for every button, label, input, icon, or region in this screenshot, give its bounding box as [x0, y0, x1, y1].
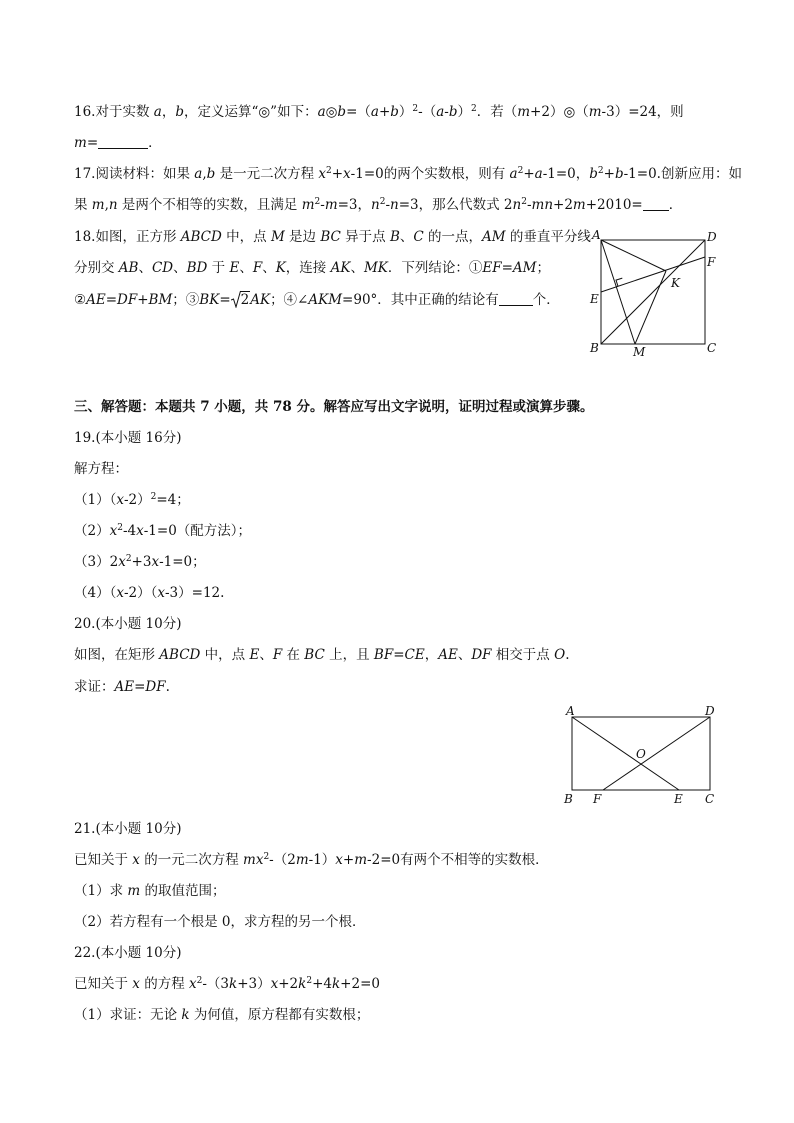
segment-df: [603, 717, 710, 790]
q18-line-3: ②AE=DF+BM；③BK= 2AK；④∠AKM=90°．其中正确的结论有 个．: [74, 292, 560, 308]
label-o: O: [636, 747, 646, 761]
q19-heading: 19.(本小题 16分): [74, 430, 182, 446]
label-a: A: [566, 704, 575, 718]
q21-part-2: （2）若方程有一个根是 0，求方程的另一个根．: [74, 914, 366, 930]
label-m: M: [633, 345, 646, 359]
q18-line-2: 分别交 AB、CD、BD 于 E、F、K，连接 AK、MK．下列结论：①EF=AM；: [74, 260, 550, 276]
label-a: A: [592, 228, 601, 242]
label-f: F: [593, 792, 602, 806]
q20-heading: 20.(本小题 10分): [74, 616, 182, 632]
square-figure-q18: [586, 226, 722, 362]
section-3-heading: 三、解答题：本题共 7 小题，共 78 分。解答应写出文字说明，证明过程或演算步骤。: [74, 399, 594, 415]
q17-line-2: 果 m,n 是两个不相等的实数，且满足 $m^2-m=3$，$n^2-n=3$，那么代数式 $2n^2-mn+2m+2010=$ ．: [74, 197, 683, 213]
label-f: F: [707, 255, 716, 269]
answer-blank: [98, 136, 148, 149]
label-c: C: [705, 792, 715, 806]
label-d: D: [707, 230, 717, 244]
q20-line-2: 求证：AE=DF.: [74, 679, 170, 695]
q16-line-1: 16.对于实数 a，b，定义运算“◎”如下：$a◎b=(a+b)^2-(a-b)^2$．若（m+2）◎（m-3）=24，则: [74, 104, 684, 120]
q22-part-1: （1）求证：无论 k 为何值，原方程都有实数根；: [74, 1007, 370, 1023]
q19-part-2: $(2)x^2-4x-1=0$（配方法）；: [74, 523, 252, 539]
label-b: B: [564, 792, 573, 806]
answer-blank: [643, 198, 669, 211]
q22-heading: 22.(本小题 10分): [74, 945, 182, 961]
segment-ef: [601, 257, 705, 292]
answer-blank: [499, 293, 533, 306]
label-b: B: [590, 341, 599, 355]
label-c: C: [707, 341, 717, 355]
q19-part-4: （4）（x-2）（x-3）=12.: [74, 585, 225, 601]
diagonal-bd: [601, 240, 705, 344]
q17-line-1: 17.阅读材料：如果 a,b 是一元二次方程 $x^2+x-1=0$的两个实数根，则有 $a^2+a-1=0$，$b^2+b-1=0$.创新应用：如: [74, 166, 742, 182]
label-k: K: [671, 276, 680, 290]
segment-am: [601, 240, 635, 344]
label-e: E: [590, 292, 599, 306]
segment-ae: [572, 717, 679, 790]
q21-line-1: 已知关于 x 的一元二次方程 $mx^2-(2m-1)x+m-2=0$有两个不相等的实数根．: [74, 852, 549, 868]
q19-part-3: $(3)2x^2+3x-1=0$；: [74, 554, 206, 570]
q21-heading: 21.(本小题 10分): [74, 821, 182, 837]
q16-line-2: m= ．: [74, 135, 162, 151]
q21-part-1: （1）求 m 的取值范围；: [74, 883, 226, 899]
sqrt-symbol: 2: [231, 290, 251, 310]
label-d: D: [705, 704, 715, 718]
q22-line-1: 已知关于 x 的方程 $x^2-(3k+3)x+2k^2+4k+2=0$: [74, 976, 380, 992]
label-e: E: [674, 792, 683, 806]
segment-ak: [601, 240, 666, 271]
q19-intro: 解方程：: [74, 461, 128, 477]
q19-part-1: $(1)(x-2)^2=4$；: [74, 492, 190, 508]
segment-mk: [635, 271, 666, 344]
q18-line-1: 18.如图，正方形 ABCD 中，点 M 是边 BC 异于点 B、C 的一点，AM 的垂直平分线: [74, 229, 591, 245]
q20-line-1: 如图，在矩形 ABCD 中，点 E、F 在 BC 上，且 BF=CE，AE、DF 相交于点 O.: [74, 647, 570, 663]
rectangle-figure-q20: [560, 702, 720, 808]
